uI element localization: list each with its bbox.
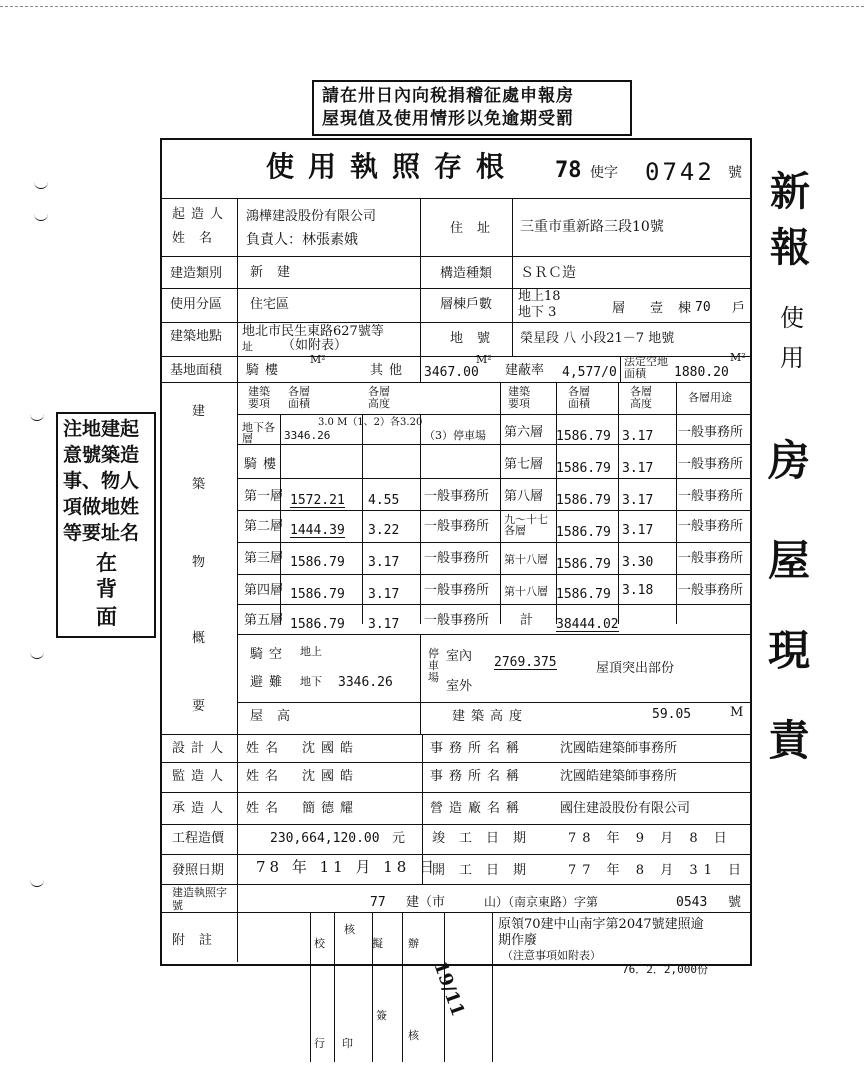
start-date: 77 年 8 月 31 日 (568, 863, 748, 878)
floor-height: 3.17 (622, 523, 654, 538)
floor-height: 3.17 (622, 493, 654, 508)
supervisor-label: 監造人 (172, 769, 230, 784)
structure-label: 構造種類 (440, 266, 493, 281)
height-label: 屋高 (250, 709, 305, 724)
left-notice-row-2: 意號築造 (63, 444, 140, 466)
notes-label: 附註 (172, 933, 227, 948)
floors-below: 地下 3 (518, 305, 557, 320)
floor-use: 一般事務所 (678, 583, 744, 598)
floors-dong: 壹 (650, 301, 664, 316)
notes-col-6: 印 (342, 1037, 353, 1050)
floor-header-right-use: 各層用途 (688, 391, 732, 404)
supervisor-firm-label: 事務所名稱 (430, 769, 526, 784)
designer-name: 沈國皓 (302, 741, 360, 756)
cost-unit: 元 (392, 831, 406, 846)
supervisor-name-label: 姓名 (246, 769, 285, 784)
floor-use: 一般事務所 (424, 613, 490, 628)
notes-col-8: 核 (408, 1029, 419, 1042)
issue-date: 78 年 11 月 18 日 (256, 858, 439, 876)
scan-top-edge (0, 6, 864, 7)
other-unit: M² (476, 353, 492, 366)
cost-label: 工程造價 (172, 831, 225, 846)
right-edge-char: 報 (770, 224, 810, 271)
left-notice-tail-1: 在 (96, 550, 117, 575)
bh-value: 59.05 (652, 707, 692, 722)
contractor-firm: 國住建設股份有限公司 (560, 801, 691, 816)
floor-height: 3.17 (622, 461, 654, 476)
floor-height: 3.17 (368, 587, 400, 602)
supervisor-name: 沈國皓 (302, 769, 360, 784)
floor-name: 第七層 (504, 457, 544, 472)
coverage-label: 建蔽率 (505, 363, 545, 378)
floor-header-item: 建築要項 (248, 385, 270, 410)
indoor-label: 室內 (446, 649, 473, 664)
floor-header-area: 各層面積 (288, 385, 310, 410)
below-value: 3346.26 (338, 675, 393, 690)
floor-area: 1586.79 (556, 493, 611, 508)
bh-unit: M (730, 705, 744, 720)
shelter-label: 避難 (250, 675, 289, 690)
notes-col-5: 行 (314, 1037, 325, 1050)
owner-company: 鴻樺建設股份有限公司 (246, 209, 377, 224)
outdoor-label: 室外 (446, 679, 473, 694)
build-permit-word: 建（市 (406, 895, 446, 910)
footer-print-info: 76．2．2,000份 (622, 963, 708, 976)
area-label: 基地面積 (170, 363, 223, 378)
right-edge-char: 使 (780, 304, 804, 332)
floor-name: 第五層 (244, 613, 284, 628)
form-title: 使用執照存根 (266, 150, 519, 183)
side-label-4: 概 (192, 631, 206, 646)
contractor-firm-label: 營造廠名稱 (430, 801, 526, 816)
floors-label: 層棟戶數 (440, 297, 493, 312)
open-area-value: 1880.20 (674, 365, 729, 380)
contractor-name-label: 姓名 (246, 801, 285, 816)
floor-height: 3.17 (368, 617, 400, 632)
completion-date: 78 年 9 月 8 日 (568, 831, 733, 846)
open-space-label: 騎空 (250, 647, 289, 662)
floor-area: 1586.79 (556, 461, 611, 476)
side-label-1: 建 (192, 404, 206, 419)
floor-name: 第十八層 (504, 585, 548, 598)
note-line-2: 期作廢 (498, 933, 538, 948)
left-notice-row-4: 項做地姓 (63, 496, 140, 518)
notes-date-stamp: 19/11 (429, 958, 469, 1020)
site-note: （如附表） (282, 338, 348, 353)
bh-label: 建築高度 (452, 709, 529, 724)
floor-height: 3.17 (368, 555, 400, 570)
right-edge-char: 房 (768, 436, 811, 485)
floor-use: 一般事務所 (678, 519, 744, 534)
floor-area: 3346.26 (284, 429, 331, 442)
owner-addr-label: 住址 (450, 221, 505, 236)
floor-use: 一般事務所 (424, 519, 490, 534)
land-label: 地號 (450, 331, 505, 346)
floors-hu: 70 (695, 300, 711, 315)
floor-height: 3.17 (622, 429, 654, 444)
supervisor-firm: 沈國皓建築師事務所 (560, 769, 678, 784)
designer-firm: 沈國皓建築師事務所 (560, 741, 678, 756)
floors-ceng: 層 (612, 301, 626, 316)
right-edge-char: 責 (768, 716, 811, 765)
build-permit-year: 77 (370, 895, 386, 910)
notes-col-2: 核 (344, 923, 355, 936)
title-rule (160, 198, 750, 199)
floor-name: 第十八層 (504, 553, 548, 566)
floors-dong2: 棟 (678, 301, 692, 316)
left-notice-tail-2: 背 (96, 576, 117, 601)
floor-header-right-height: 各層高度 (630, 385, 652, 410)
floor-area: 1586.79 (556, 587, 611, 602)
floor-name: 騎樓 (244, 457, 283, 472)
margin-mark (30, 878, 44, 887)
owner-label-1: 起造人 (172, 207, 230, 222)
above-label: 地上 (300, 645, 322, 658)
floor-name: 九～十七各層 (504, 513, 548, 537)
parking-label: 停車場 (428, 647, 439, 684)
floor-name: 第一層 (244, 489, 284, 504)
floor-name: 第三層 (244, 551, 284, 566)
floor-area: 1586.79 (556, 525, 611, 540)
floor-name: 地下各層 (242, 421, 275, 445)
floor-header-height: 各層高度 (368, 385, 390, 410)
right-edge-char: 新 (770, 168, 810, 215)
cost-value: 230,664,120.00 (270, 831, 380, 846)
floor-height: 3.22 (368, 523, 400, 538)
floors-hu2: 戶 (732, 301, 746, 316)
completion-label: 竣工日期 (432, 831, 541, 846)
margin-mark (34, 212, 48, 221)
notes-col-4: 辦 (408, 937, 419, 950)
floor-use: 一般事務所 (678, 425, 744, 440)
owner-addr: 三重市重新路三段10號 (520, 219, 664, 235)
top-notice-stamp (312, 80, 632, 136)
right-edge-char: 屋 (768, 536, 811, 585)
floor-name: 第四層 (244, 583, 284, 598)
left-notice-panel (56, 412, 156, 638)
floor-area: 1572.21 (290, 493, 345, 508)
open-area-label: 法定空地面積 (624, 355, 668, 380)
floor-height: 4.55 (368, 493, 400, 508)
floor-name: 第八層 (504, 489, 544, 504)
building-type-label: 建造類別 (170, 266, 223, 281)
left-notice-row-1: 注地建起 (63, 418, 140, 440)
left-notice-row-5: 等要址名 (63, 522, 140, 544)
below-label: 地下 (300, 675, 322, 688)
open-area-unit: M² (730, 351, 746, 364)
other-label: 其他 (370, 363, 409, 378)
issue-label: 發照日期 (172, 863, 225, 878)
permit-word: 使字 (590, 165, 618, 181)
floor-area: 1586.79 (556, 557, 611, 572)
arcade-unit: M² (310, 353, 326, 366)
floor-use: 一般事務所 (678, 457, 744, 472)
floor-area: 1586.79 (290, 587, 345, 602)
floor-use: （3）停車場 (424, 429, 486, 442)
permit-year: 78 (555, 158, 582, 183)
build-permit-label: 建造執照字號 (172, 886, 227, 912)
build-permit-number: 0543 (676, 895, 708, 910)
stamp-line-2: 屋現值及使用情形以免逾期受罰 (322, 109, 574, 129)
structure-value: ＳＲＣ造 (520, 265, 576, 281)
margin-mark (34, 180, 48, 189)
left-notice-row-3: 事、物人 (63, 470, 140, 492)
floors-above: 地上18 (518, 289, 561, 304)
stamp-line-1: 請在卅日內向稅捐稽征處申報房 (322, 86, 574, 106)
permit-suffix: 號 (728, 165, 742, 181)
contractor-name: 簡德耀 (302, 801, 360, 816)
floor-area: 1586.79 (556, 429, 611, 444)
arcade-label: 騎樓 (246, 363, 285, 378)
floor-area: 1444.39 (290, 523, 345, 538)
floor-area: 38444.02 (556, 617, 619, 632)
floor-use: 一般事務所 (424, 551, 490, 566)
floor-header-right-item: 建築要項 (508, 385, 530, 410)
land-number: 榮星段 八 小段21－7 地號 (520, 331, 675, 346)
use-zone-value: 住宅區 (250, 297, 290, 312)
floor-use: 一般事務所 (424, 583, 490, 598)
building-type-value: 新建 (250, 265, 305, 280)
right-edge-char: 用 (780, 344, 804, 372)
side-label-3: 物 (192, 555, 206, 570)
floor-use: 一般事務所 (424, 489, 490, 504)
floor-header-right-area: 各層面積 (568, 385, 590, 410)
left-notice-tail-3: 面 (96, 604, 117, 629)
note-line-1: 原領70建中山南字第2047號建照逾 (498, 917, 704, 932)
margin-mark (30, 412, 44, 421)
designer-firm-label: 事務所名稱 (430, 741, 526, 756)
permit-number: 0742 (645, 158, 715, 186)
floor-area: 1586.79 (290, 617, 345, 632)
notes-col-1: 校 (314, 937, 325, 950)
floor-name: 計 (520, 613, 534, 628)
floor-name: 第二層 (244, 519, 284, 534)
floor-use: 一般事務所 (678, 489, 744, 504)
site-address: 地北市民生東路627號等 (242, 324, 384, 339)
build-permit-suffix: 號 (728, 895, 742, 910)
floor-height: 3.18 (622, 583, 654, 598)
owner-label-2: 姓名 (172, 231, 227, 246)
site-zhi: 址 (242, 340, 253, 353)
notes-col-7: 簽 (376, 1009, 387, 1022)
designer-name-label: 姓名 (246, 741, 285, 756)
designer-label: 設計人 (172, 741, 230, 756)
side-label-2: 築 (192, 477, 206, 492)
contractor-label: 承造人 (172, 801, 230, 816)
floor-area: 1586.79 (290, 555, 345, 570)
coverage-value: 4,577/0 (562, 365, 617, 380)
use-zone-label: 使用分區 (170, 297, 223, 312)
side-label-5: 要 (192, 699, 206, 714)
start-label: 開工日期 (432, 863, 541, 878)
margin-mark (30, 650, 44, 659)
floor-height: 3.0 M（1、2）各3.20 (318, 417, 423, 428)
floor-height: 3.30 (622, 555, 654, 570)
right-edge-char: 現 (768, 626, 811, 675)
roof-label: 屋頂突出部份 (596, 661, 675, 676)
build-permit-word2: 山）（南京東路）字第 (484, 895, 599, 909)
floor-name: 第六層 (504, 425, 544, 440)
other-area: 3467.00 (424, 365, 479, 380)
owner-rep: 負責人：林張素娥 (246, 232, 358, 248)
indoor-value: 2769.375 (494, 655, 557, 670)
note-line-3: （注意事項如附表） (502, 949, 601, 962)
site-label: 建築地點 (170, 329, 223, 344)
notes-col-3: 擬 (372, 937, 383, 950)
floor-use: 一般事務所 (678, 551, 744, 566)
